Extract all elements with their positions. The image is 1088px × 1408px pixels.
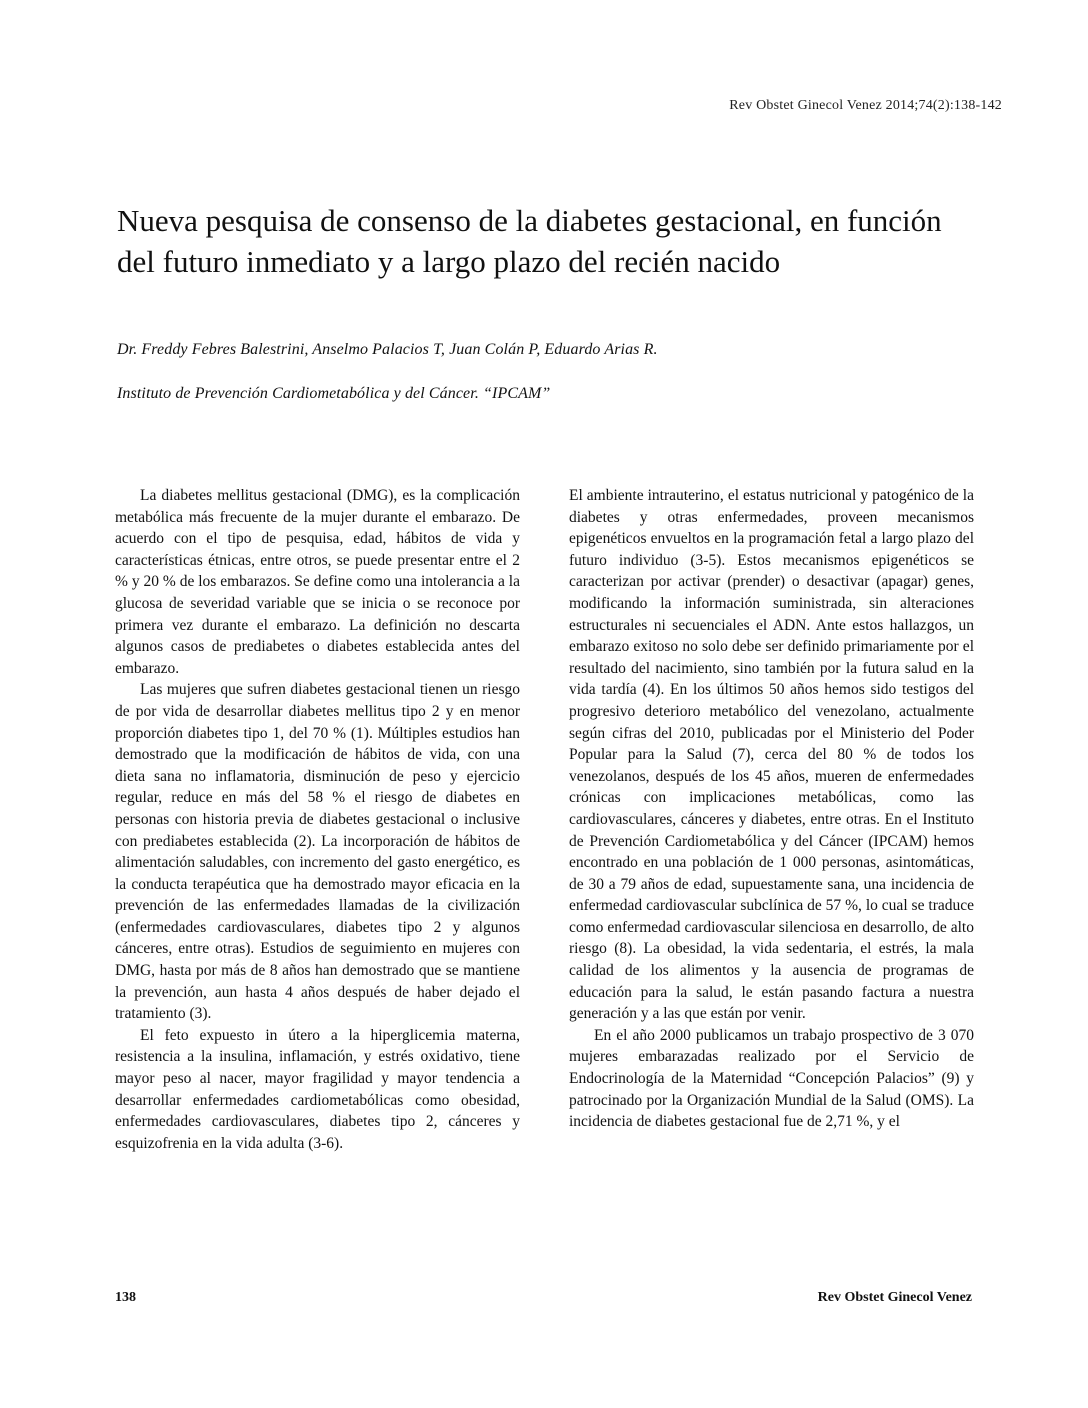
author-list: Dr. Freddy Febres Balestrini, Anselmo Palacios T, Juan Colán P, Eduardo Arias R. xyxy=(117,341,658,358)
paragraph: Las mujeres que sufren diabetes gestacional tienen un riesgo de por vida de desarrollar diabetes mellitus tipo 2 y en menor proporción diabetes tipo 1, del 70 % (1). Múltiples estudios han demostrado que la modificación de hábitos de vida, con una dieta sana no inflamatoria, disminución de peso y ejercicio regular, reduce en más del 58 % el riesgo de diabetes en personas con historia previa de diabetes gestacional o inclusive con prediabetes establecida (2). La incorporación de hábitos de alimentación saludables, con incremento del gasto energético, es la conducta terapéutica que ha demostrado mayor eficacia en la prevención de las enfermedades llamadas de la civilización (enfermedades cardiovasculares, diabetes tipo 2 y algunos cánceres, entre otras). Estudios de seguimiento en mujeres con DMG, hasta por más de 8 años han demostrado que se mantiene la prevención, aun hasta 4 años después de haber dejado el tratamiento (3). xyxy=(115,681,520,1023)
footer-journal-name: Rev Obstet Ginecol Venez xyxy=(817,1290,972,1305)
paragraph: El ambiente intrauterino, el estatus nutricional y patogénico de la diabetes y otras enfermedades, proveen mecanismos epigenéticos envueltos en la programación fetal a largo plazo del futuro individuo (3-5). Estos mecanismos epigenéticos se caracterizan por activar (prender) o desactivar (apagar) genes, modificando la información suministrada, sin alteraciones estructurales ni secuenciales el ADN. Ante estos hallazgos, un embarazo exitoso no solo debe ser definido primariamente por el resultado del nacimiento, sino también por la futura salud en la vida tardía (4). En los últimos 50 años hemos sido testigos del progresivo deterioro metabólico del venezolano, actualmente según cifras del 2010, publicadas por el Ministerio del Poder Popular para la Salud (7), cerca del 80 % de todos los venezolanos, después de los 45 años, mueren de enfermedades crónicas con implicaciones metabólicas, como las cardiovasculares, cánceres y diabetes, entre otras. En el Instituto de Prevención Cardiometabólica y del Cáncer (IPCAM) hemos encontrado en una población de 1 000 personas, asintomáticas, de 30 a 79 años de edad, supuestamente sana, una incidencia de enfermedad cardiovascular subclínica de 57 %, lo cual se traduce como enfermedad cardiovascular silenciosa en desarrollo, de alto riesgo (8). La obesidad, la vida sedentaria, el estrés, la mala calidad de los alimentos y la ausencia de programas de educación para la salud, le están pasando factura a nuestra generación y a las que están por venir. xyxy=(569,487,974,1023)
author-affiliation: Instituto de Prevención Cardiometabólica y del Cáncer. “IPCAM” xyxy=(117,385,551,402)
body-column-left xyxy=(115,485,520,1154)
article-title: Nueva pesquisa de consenso de la diabetes gestacional, en función del futuro inmediato y a largo plazo del recién nacido xyxy=(117,203,942,279)
body-column-right xyxy=(569,485,974,1133)
journal-reference: Rev Obstet Ginecol Venez 2014;74(2):138-142 xyxy=(729,98,1002,113)
paragraph: La diabetes mellitus gestacional (DMG), es la complicación metabólica más frecuente de la mujer durante el embarazo. De acuerdo con el tipo de pesquisa, edad, hábitos de vida y características étnicas, entre otros, se puede presentar entre el 2 % y 20 % de los embarazos. Se define como una intolerancia a la glucosa de severidad variable que se inicia o se reconoce por primera vez durante el embarazo. La definición no descarta algunos casos de prediabetes o diabetes establecida antes del embarazo. xyxy=(115,487,520,677)
paragraph: El feto expuesto in útero a la hiperglicemia materna, resistencia a la insulina, inflamación, y estrés oxidativo, tiene mayor peso al nacer, mayor fragilidad y mayor tendencia a desarrollar enfermedades cardiometabólicas como obesidad, enfermedades cardiovasculares, diabetes tipo 2, cánceres y esquizofrenia en la vida adulta (3-6). xyxy=(115,1026,520,1152)
paragraph: En el año 2000 publicamos un trabajo prospectivo de 3 070 mujeres embarazadas realizado por el Servicio de Endocrinología de la Maternidad “Concepción Palacios” (9) y patrocinado por la Organización Mundial de la Salud (OMS). La incidencia de diabetes gestacional fue de 2,71 %, y el xyxy=(569,1026,974,1131)
page-number: 138 xyxy=(115,1290,136,1305)
